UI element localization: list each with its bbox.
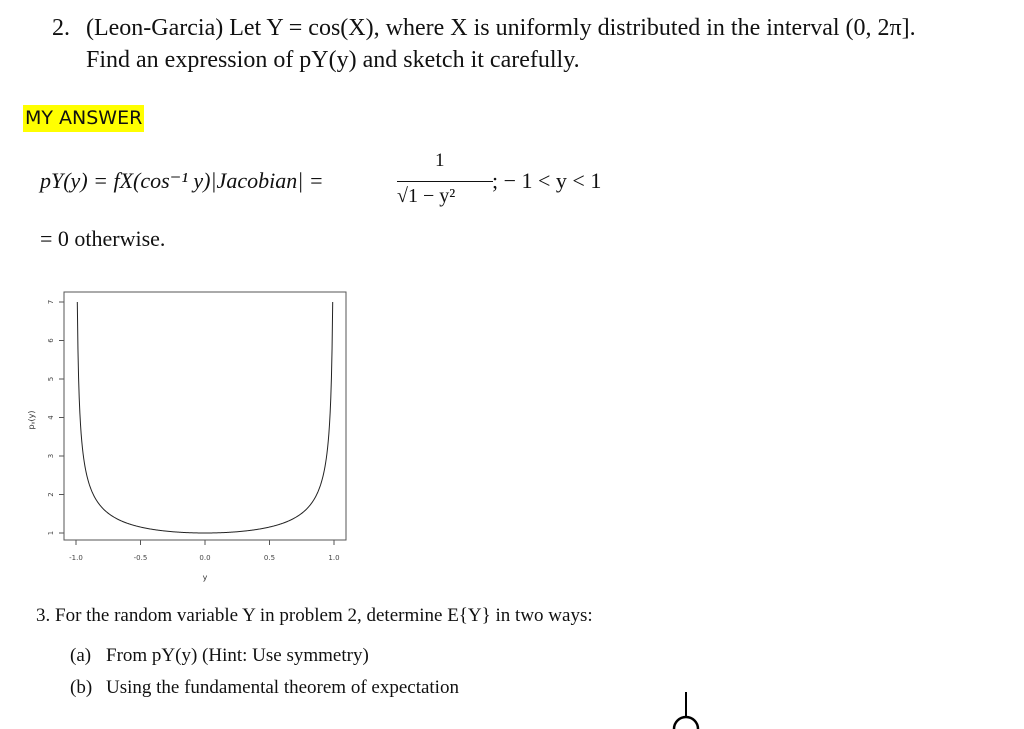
item-a-label: (a)	[70, 645, 92, 666]
x-axis-ticks	[69, 540, 339, 562]
problem-2	[52, 12, 916, 76]
x-tick-label: 0.0	[199, 554, 211, 562]
y-tick-label: 3	[47, 453, 55, 459]
x-tick-label: 1.0	[328, 554, 340, 562]
pdf-plot	[24, 290, 354, 590]
formula-denominator: √1 − y²	[397, 185, 456, 207]
formula-domain: ; − 1 < y < 1	[492, 168, 602, 193]
y-tick-label: 2	[47, 492, 55, 497]
x-tick-label: -1.0	[69, 554, 83, 562]
y-tick-label: 6	[47, 338, 55, 343]
problem-3-text: For the random variable Y in problem 2, determine E{Y} in two ways:	[55, 605, 593, 626]
item-b-text: Using the fundamental theorem of expectation	[106, 677, 459, 698]
y-tick-label: 7	[47, 299, 55, 305]
y-tick-label: 5	[47, 376, 55, 382]
problem-3	[36, 604, 593, 700]
density-formula	[40, 150, 700, 214]
item-a-text: From pY(y) (Hint: Use symmetry)	[106, 645, 369, 666]
formula-lhs: pY(y) = fX(cos⁻¹ y)|Jacobian| =	[40, 168, 324, 193]
pdf-curve	[77, 302, 332, 533]
x-tick-label: -0.5	[133, 554, 148, 562]
fraction-bar	[397, 181, 493, 182]
x-tick-label: 0.5	[263, 554, 276, 562]
my-answer-label: MY ANSWER	[23, 105, 144, 132]
plot-border	[64, 292, 346, 540]
problem-2-text-line-1: (Leon-Garcia) Let Y = cos(X), where X is uniformly distributed in the interval (0, 2π].	[86, 15, 916, 41]
x-axis-label: y	[202, 573, 208, 582]
problem-3-item-b	[36, 676, 593, 700]
problem-3-heading	[36, 604, 593, 628]
problem-2-number: 2.	[52, 15, 70, 41]
problem-2-text-line-2: Find an expression of pY(y) and sketch it carefully.	[86, 47, 580, 73]
formula-otherwise: = 0 otherwise.	[40, 226, 166, 251]
problem-3-number: 3.	[36, 605, 51, 626]
problem-3-item-a	[36, 644, 593, 668]
y-axis-ticks	[47, 300, 64, 535]
y-tick-label: 1	[47, 530, 55, 536]
y-tick-label: 4	[47, 415, 55, 420]
item-b-label: (b)	[70, 677, 93, 698]
problem-2-line-1	[52, 12, 916, 44]
text-cursor-icon	[668, 690, 704, 729]
formula-numerator: 1	[435, 150, 445, 171]
y-axis-label: pᵧ(y)	[27, 410, 36, 430]
